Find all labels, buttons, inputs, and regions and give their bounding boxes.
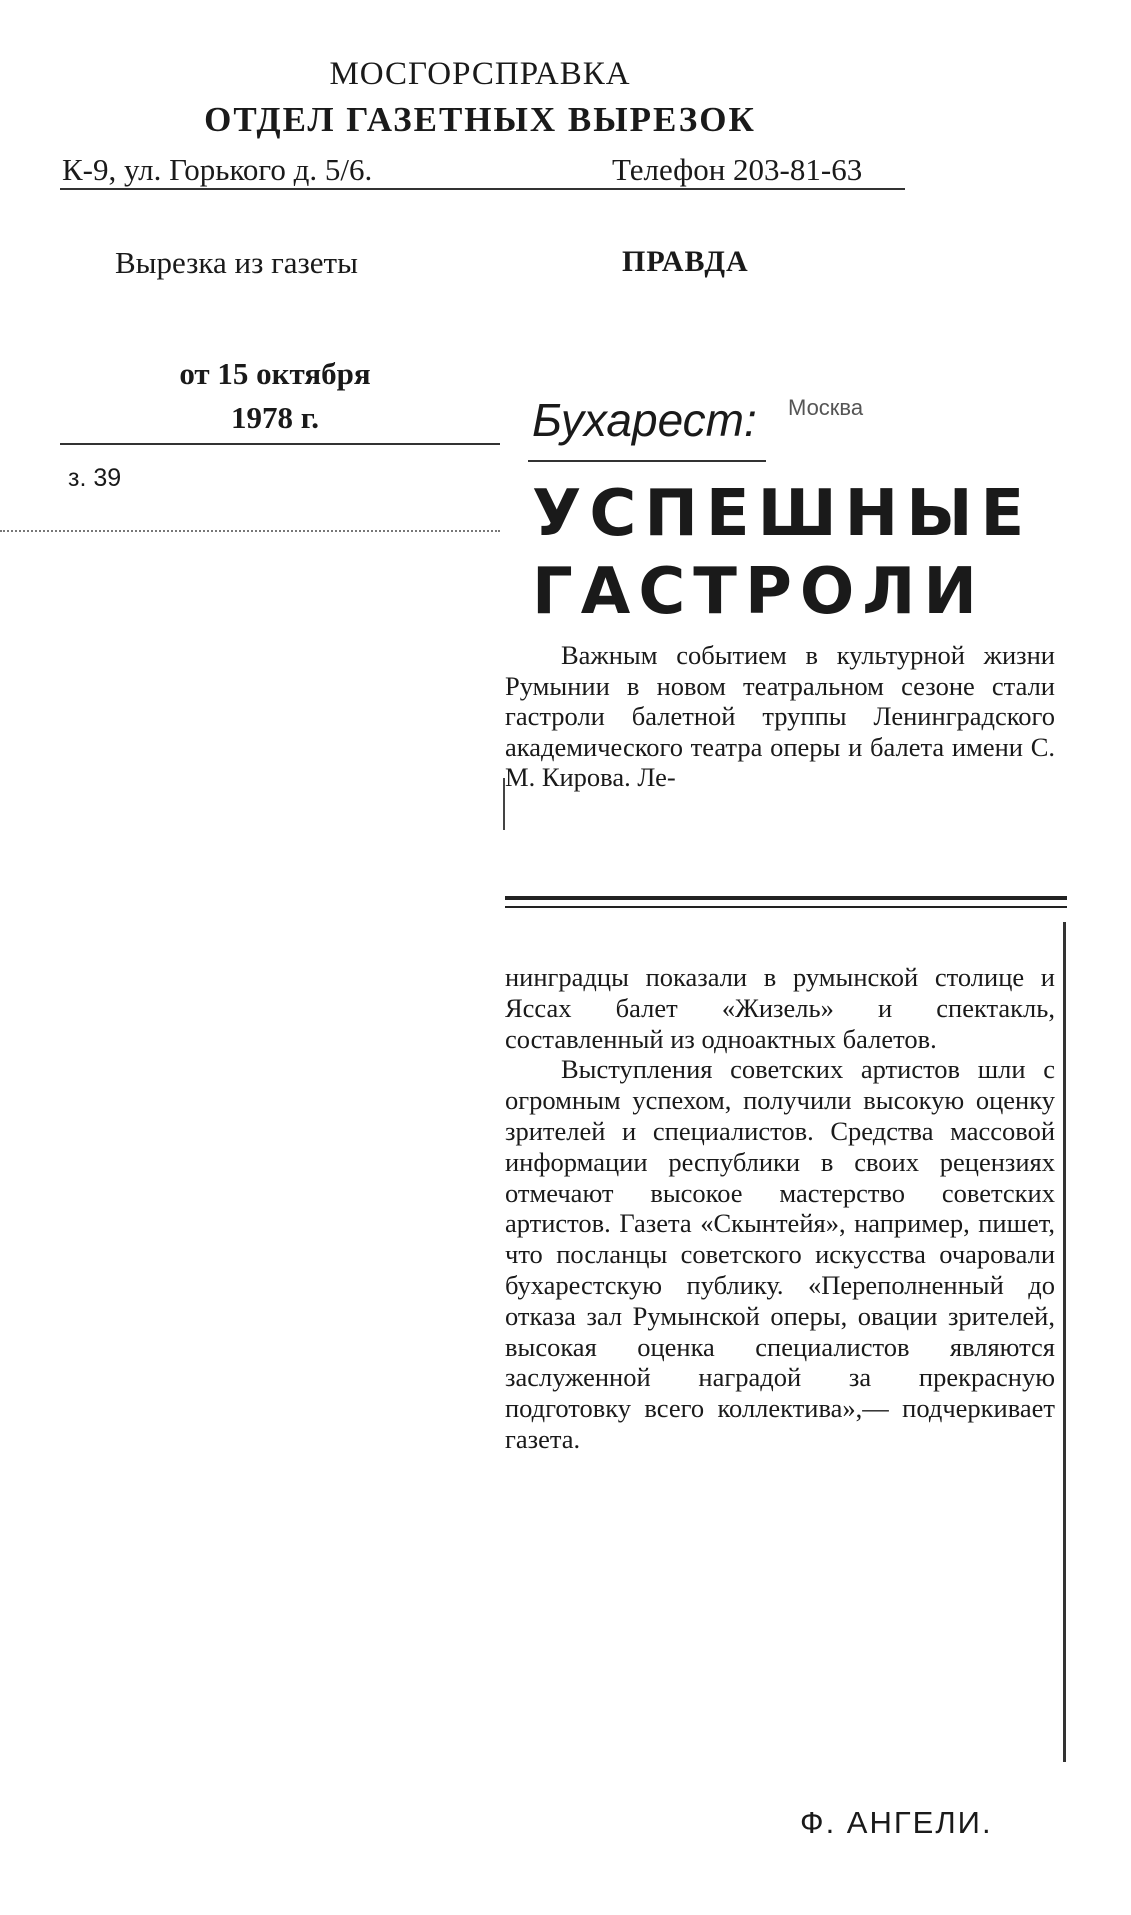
agency-department: ОТДЕЛ ГАЗЕТНЫХ ВЫРЕЗОК (204, 100, 756, 139)
clipping-date-line-2: 1978 г. (230, 400, 320, 435)
article-dateline-city: Бухарест: (532, 394, 757, 446)
clipping-date (60, 352, 490, 440)
column-edge-mark (503, 778, 505, 830)
article-paragraph-2: Выступления советских артистов шли с огромным успехом, получили высокую оценку зрителей и специалистов. Средства массовой информации республики в своих рецензиях отмечают высокое мастерство советских артистов. Газета «Скынтейя», например, пишет, что посланцы советского искусства очаровали бухарестскую публику. «Переполненный до отказа зал Румынской оперы, овации зрителей, высокая оценка специалистов являются заслуженной наградой за прекрасную подготовку всего коллектива»,— подчеркивает газета. (505, 1054, 1055, 1454)
header-rule (60, 188, 905, 190)
dateline-underline (528, 460, 766, 462)
column-separator-top (505, 896, 1067, 900)
agency-phone: Телефон 203-81-63 (612, 152, 863, 187)
date-rule (60, 443, 500, 445)
clipping-label: Вырезка из газеты (115, 245, 358, 280)
column-separator-bottom (505, 906, 1067, 908)
order-number: з. 39 (68, 464, 122, 492)
article-headline-line-2: ГАСТРОЛИ (532, 555, 985, 629)
slip-cut-line (0, 530, 500, 532)
clipping-date-line-1: от 15 октября (179, 356, 371, 391)
article-column-top (505, 640, 1055, 793)
article-headline-line-1: УСПЕШНЫЕ (532, 477, 1033, 551)
article-paragraph-1: Важным событием в культурной жизни Румынии в новом театральном сезоне стали гастроли балетной труппы Ленинградского академического театра оперы и балета имени С. М. Кирова. Ле- (505, 640, 1055, 792)
newspaper-name: ПРАВДА (622, 245, 749, 278)
agency-name: МОСГОРСПРАВКА (329, 56, 631, 92)
agency-address: К-9, ул. Горького д. 5/6. (62, 152, 373, 187)
column-right-rule (1063, 922, 1066, 1762)
article-author: Ф. АНГЕЛИ. (800, 1805, 993, 1840)
article-dateline-stamp: Москва (788, 395, 864, 420)
article-column-bottom (505, 962, 1055, 1455)
article-paragraph-1-continued: нинградцы показали в румынской столице и Яссах балет «Жизель» и спектакль, составленный из одноактных балетов. (505, 962, 1055, 1054)
